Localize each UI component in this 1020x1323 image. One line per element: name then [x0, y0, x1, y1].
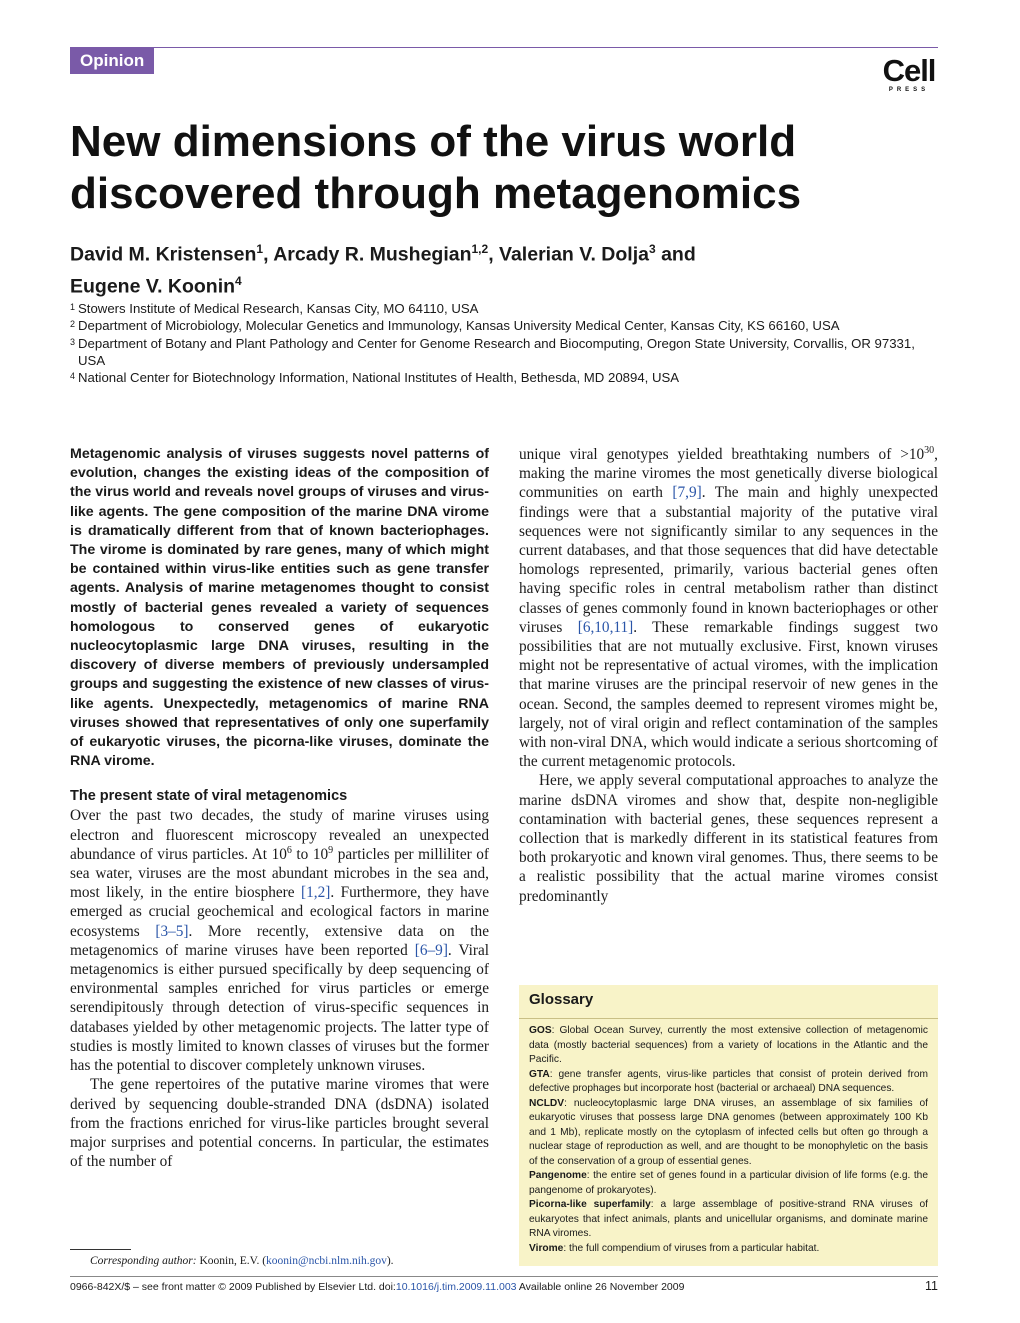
- affiliation-item: [70, 317, 945, 334]
- author-separator: ,: [263, 243, 274, 266]
- glossary-definition: : a large assemblage of positive-strand RNA viruses of eukaryotes that infect animals, plants and unicellular organisms, and dominate marine RNA viromes.: [529, 1199, 928, 1239]
- affiliation-number: 2: [70, 319, 76, 330]
- citation-link[interactable]: [1,2]: [301, 884, 331, 902]
- paragraph: The gene repertoires of the putative marine viromes that were derived by sequencing double-stranded DNA (dsDNA) isolated from the fractions enriched for virus-like particles brought several major surprises and potential concerns. In particular, the estimates of the number of: [70, 1076, 489, 1171]
- footnote-label: Corresponding author:: [90, 1255, 197, 1267]
- affiliations: [70, 300, 945, 386]
- corresponding-author-footnote: [90, 1254, 394, 1268]
- footer-rule: [70, 1276, 938, 1277]
- footer-date: Available online 26 November 2009: [516, 1281, 685, 1293]
- section-heading: The present state of viral metagenomics: [70, 788, 348, 805]
- text-run: Over the past two decades, the study of marine viruses using electron and fluorescent microscopy revealed an unexpected abundance of virus particles. At 10: [70, 807, 489, 863]
- glossary-item: [529, 1169, 928, 1198]
- glossary-term: Virome: [529, 1242, 564, 1254]
- author-email-link[interactable]: koonin@ncbi.nlm.nih.gov: [266, 1255, 387, 1267]
- text-run: . These remarkable findings suggest two possibilities that are not mutually exclusive. First, known viruses might not be representative of actual viromes, with the implication that marine viruses are the principal reservoir of new genes in the ocean. Second, the samples deemed to represent viromes might be, largely, not of viral origin and reflect contamination of the samples with non-viral DNA, which would indicate a serious shortcoming of the current metagenomic protocols.: [519, 618, 938, 771]
- author-name: Valerian V. Dolja: [499, 243, 649, 266]
- author-separator: ,: [488, 243, 500, 266]
- citation-link[interactable]: [7,9]: [672, 484, 702, 502]
- glossary-definition: : the full compendium of viruses from a particular habitat.: [563, 1242, 820, 1254]
- author-affil-sup: 4: [235, 273, 242, 288]
- author-name: Eugene V. Koonin: [70, 275, 236, 297]
- glossary-term: GOS: [529, 1025, 552, 1036]
- paragraph: Here, we apply several computational approaches to analyze the marine dsDNA viromes and show that, despite non-negligible contamination with bacterial genes, these sequences represent a collection that is markedly different in its statistical features from both prokaryotic and known viral genomes. Thus, there seems to be a realistic possibility that the actual marine viromes consist predominantly: [519, 772, 938, 905]
- affiliation-item: [70, 335, 945, 370]
- glossary-item: [529, 1242, 928, 1257]
- glossary-item: [529, 1097, 928, 1170]
- footnote-end: ).: [386, 1255, 394, 1267]
- affiliation-text: Stowers Institute of Medical Research, Kansas City, MO 64110, USA: [78, 301, 479, 316]
- left-column: [70, 445, 489, 1171]
- text-run: . Viral metagenomics is either pursued specifically by deep sequencing of environmental samples enriched for virus particles or emerge serendipitously through detection of virus-specific sequences in databases yielded by other metagenomic projects. The latter type of studies is mostly limited to known classes of viruses but the former has the potential to discover completely unknown viruses.: [70, 941, 490, 1075]
- glossary-box: [519, 985, 938, 1266]
- affiliation-number: 3: [70, 336, 76, 347]
- author-affil-sup: 1,2: [471, 242, 489, 256]
- exponent: 30: [924, 444, 935, 456]
- affiliation-item: [70, 300, 945, 317]
- text-run: . More recently, extensive data on the metagenomics of marine viruses have been reported: [70, 922, 489, 959]
- citation-link[interactable]: [3–5]: [155, 922, 189, 940]
- citation-link[interactable]: [6,10,11]: [577, 618, 634, 636]
- author-affil-sup: 1: [256, 242, 264, 256]
- page-footer: [70, 1280, 684, 1294]
- text-run: particles per milliliter of sea water, viruses are the most abundant microbes in the sea and, most likely, in the entire biosphere: [70, 845, 489, 902]
- author-affil-sup: 3: [648, 242, 656, 256]
- logo-sub: PRESS: [888, 87, 930, 93]
- citation-link[interactable]: [6–9]: [414, 941, 448, 959]
- page-number: 11: [925, 1279, 938, 1293]
- text-run: to 10: [291, 845, 329, 863]
- header-rule: [70, 47, 938, 48]
- glossary-definition: : the entire set of genes found in a particular division of life forms (e.g. the pangenome of prokaryotes).: [529, 1170, 928, 1196]
- exponent: 6: [286, 844, 292, 856]
- affiliation-number: 4: [70, 371, 76, 382]
- affiliation-item: [70, 369, 945, 386]
- author-list: [70, 236, 940, 299]
- right-column: [519, 445, 938, 906]
- author-name: Arcady R. Mushegian: [273, 243, 472, 266]
- text-run: , making the marine viromes the most genetically diverse biological communities on earth: [519, 446, 938, 502]
- glossary-item: [529, 1198, 928, 1242]
- cell-press-logo: [880, 53, 938, 94]
- affiliation-text: Department of Botany and Plant Pathology and Center for Genome Research and Biocomputing, Oregon State University, Corvallis, OR 97331, USA: [78, 335, 915, 368]
- author-name: David M. Kristensen: [70, 243, 257, 266]
- text-run: . The main and highly unexpected findings were that a substantial majority of the putative viral sequences were not significantly similar to any sequences in the current databases, and that those sequences that did have detectable homologs represented, primarily, various bacterial genes often having specific roles in central metabolism rather than distinct classes of genes commonly found in known bacteriophages or other viruses: [519, 484, 938, 636]
- abstract: Metagenomic analysis of viruses suggests novel patterns of evolution, changes the existing ideas of the composition of the virus world and reveals novel groups of viruses and virus-like agents. The gene composition of the marine DNA virome is dramatically different from that of known bacteriophages. The virome is dominated by rare genes, many of which might be contained within virus-like entities such as gene transfer agents. Analysis of marine metagenomes thought to consist mostly of bacterial genes revealed a variety of sequences homologous to conserved genes of eukaryotic nucleocytoplasmic large DNA viruses, resulting in the discovery of diverse members of previously undersampled groups and suggesting the existence of new classes of virus-like agents. Unexpectedly, metagenomics of marine RNA viruses showed that representatives of only one superfamily of eukaryotic viruses, the picorna-like viruses, dominate the RNA virome.: [70, 446, 489, 770]
- glossary-divider: [519, 1018, 938, 1019]
- section-badge: Opinion: [70, 47, 154, 74]
- paragraph: [70, 806, 489, 1075]
- footnote-name: Koonin, E.V. (: [196, 1255, 267, 1267]
- text-run: unique viral genotypes yielded breathtaking numbers of >10: [519, 446, 925, 463]
- body-text-left: [70, 806, 489, 1171]
- glossary-definition: : nucleocytoplasmic large DNA viruses, an assemblage of six families of eukaryotic viruses that possess large DNA genomes (between approximately 100 Kb and 1 Mb), replicate mostly on the cytoplasm of infected cells but often go through a nuclear stage of reproduction as well, and are thought to be monophyletic on the basis of the conservation of a group of essential genes.: [529, 1097, 928, 1167]
- glossary-item: [529, 1068, 928, 1097]
- glossary-definition: : Global Ocean Survey, currently the most extensive collection of metagenomic data (mostly bacterial sequences) from a variety of locations in the Atlantic and the Pacific.: [529, 1025, 928, 1065]
- glossary-term: GTA: [529, 1068, 550, 1080]
- paragraph: [519, 445, 938, 771]
- affiliation-text: Department of Microbiology, Molecular Genetics and Immunology, Kansas University Medical Center, Kansas City, KS 66160, USA: [78, 318, 840, 334]
- glossary-term: Pangenome: [529, 1170, 587, 1181]
- exponent: 9: [328, 844, 334, 856]
- footnote-rule: [70, 1249, 131, 1250]
- article-title: New dimensions of the virus world discovered through metagenomics: [70, 117, 802, 218]
- footer-copyright: 0966-842X/$ – see front matter © 2009 Published by Elsevier Ltd. doi:: [70, 1281, 396, 1293]
- glossary-term: Picorna-like superfamily: [529, 1199, 651, 1210]
- logo-main: Cell: [882, 53, 936, 88]
- glossary-title: Glossary: [529, 991, 594, 1008]
- glossary-item: [529, 1024, 928, 1068]
- affiliation-number: 1: [70, 302, 76, 312]
- text-run: . Furthermore, they have emerged as crucial geochemical and ecological factors in marine ecosystems: [70, 884, 489, 940]
- affiliation-text: National Center for Biotechnology Information, National Institutes of Health, Bethesda, MD 20894, USA: [78, 370, 680, 386]
- author-separator: and: [655, 243, 696, 266]
- body-text-right: [519, 445, 938, 906]
- doi-link[interactable]: 10.1016/j.tim.2009.11.003: [395, 1281, 517, 1293]
- glossary-definition: : gene transfer agents, virus-like particles that consist of protein derived from defective prophages but incorporate host (bacterial or archaeal) DNA sequences.: [529, 1068, 928, 1094]
- glossary-term: NCLDV: [529, 1097, 565, 1109]
